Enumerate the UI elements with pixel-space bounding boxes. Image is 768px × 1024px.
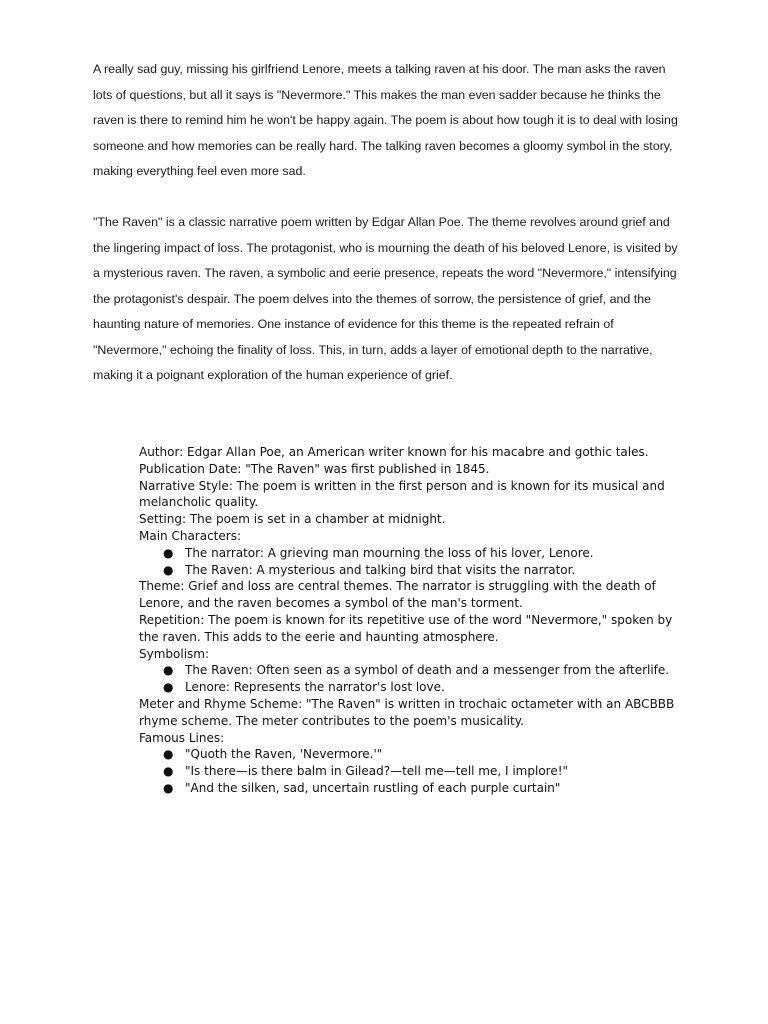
list-item-text: The Raven: A mysterious and talking bird that visits the narrator.: [185, 562, 576, 577]
main-characters-list: [139, 545, 679, 579]
bullet-icon: ●: [163, 545, 174, 560]
bullet-icon: ●: [163, 663, 174, 678]
list-item: [139, 780, 679, 797]
bullet-icon: ●: [163, 764, 174, 779]
list-item: [139, 562, 679, 579]
list-item: [139, 679, 679, 696]
list-item-text: The narrator: A grieving man mourning the loss of his lover, Lenore.: [185, 545, 594, 560]
famous-lines-heading: Famous Lines:: [139, 730, 225, 745]
list-item-text: "And the silken, sad, uncertain rustling of each purple curtain": [185, 780, 561, 795]
list-item: [139, 746, 679, 763]
famous-lines-list: [139, 746, 679, 796]
study-notes: [139, 444, 679, 797]
bullet-icon: ●: [163, 562, 174, 577]
bullet-icon: ●: [163, 780, 174, 795]
list-item-text: "Is there—is there balm in Gilead?—tell me—tell me, I implore!": [185, 764, 569, 779]
list-item: [139, 662, 679, 679]
list-item-text: "Quoth the Raven, 'Nevermore.'": [185, 747, 383, 762]
symbolism-heading: Symbolism:: [139, 646, 210, 661]
bullet-icon: ●: [163, 747, 174, 762]
symbolism-list: [139, 662, 679, 696]
meter-note: Meter and Rhyme Scheme: "The Raven" is written in trochaic octameter with an ABCBBB rhyme scheme. The meter contributes to the poem's musicality.: [139, 696, 675, 728]
list-item: [139, 763, 679, 780]
bullet-icon: ●: [163, 680, 174, 695]
summary-paragraph: A really sad guy, missing his girlfriend Lenore, meets a talking raven at his door. The man asks the raven lots of questions, but all it says is "Nevermore." This makes the man even sadder because he thinks the raven is there to remind him he won't be happy again. The poem is about how tough it is to deal with losing someone and how memories can be really hard. The talking raven becomes a gloomy symbol in the story, making everything feel even more sad.: [93, 62, 678, 178]
author-note: Author: Edgar Allan Poe, an American writer known for his macabre and gothic tales.: [139, 445, 649, 459]
list-item-text: Lenore: Represents the narrator's lost love.: [185, 680, 445, 695]
main-characters-heading: Main Characters:: [139, 528, 241, 543]
repetition-note: Repetition: The poem is known for its repetitive use of the word "Nevermore," spoken by the raven. This adds to the eerie and haunting atmosphere.: [139, 612, 673, 644]
theme-note: Theme: Grief and loss are central themes. The narrator is struggling with the death of Lenore, and the raven becomes a symbol of the man's torment.: [139, 579, 656, 611]
publication-date-note: Publication Date: "The Raven" was first published in 1845.: [139, 461, 490, 476]
list-item: [139, 545, 679, 562]
setting-note: Setting: The poem is set in a chamber at midnight.: [139, 512, 446, 527]
narrative-style-note: Narrative Style: The poem is written in the first person and is known for its musical and melancholic quality.: [139, 478, 665, 510]
list-item-text: The Raven: Often seen as a symbol of death and a messenger from the afterlife.: [185, 663, 670, 678]
analysis-paragraph: "The Raven" is a classic narrative poem written by Edgar Allan Poe. The theme revolves around grief and the lingering impact of loss. The protagonist, who is mourning the death of his beloved Lenore, is visited by a mysterious raven. The raven, a symbolic and eerie presence, repeats the word "Nevermore," intensifying the protagonist's despair. The poem delves into the themes of sorrow, the persistence of grief, and the haunting nature of memories. One instance of evidence for this theme is the repeated refrain of "Nevermore," echoing the finality of loss. This, in turn, adds a layer of emotional depth to the narrative, making it a poignant exploration of the human experience of grief.: [93, 215, 678, 382]
